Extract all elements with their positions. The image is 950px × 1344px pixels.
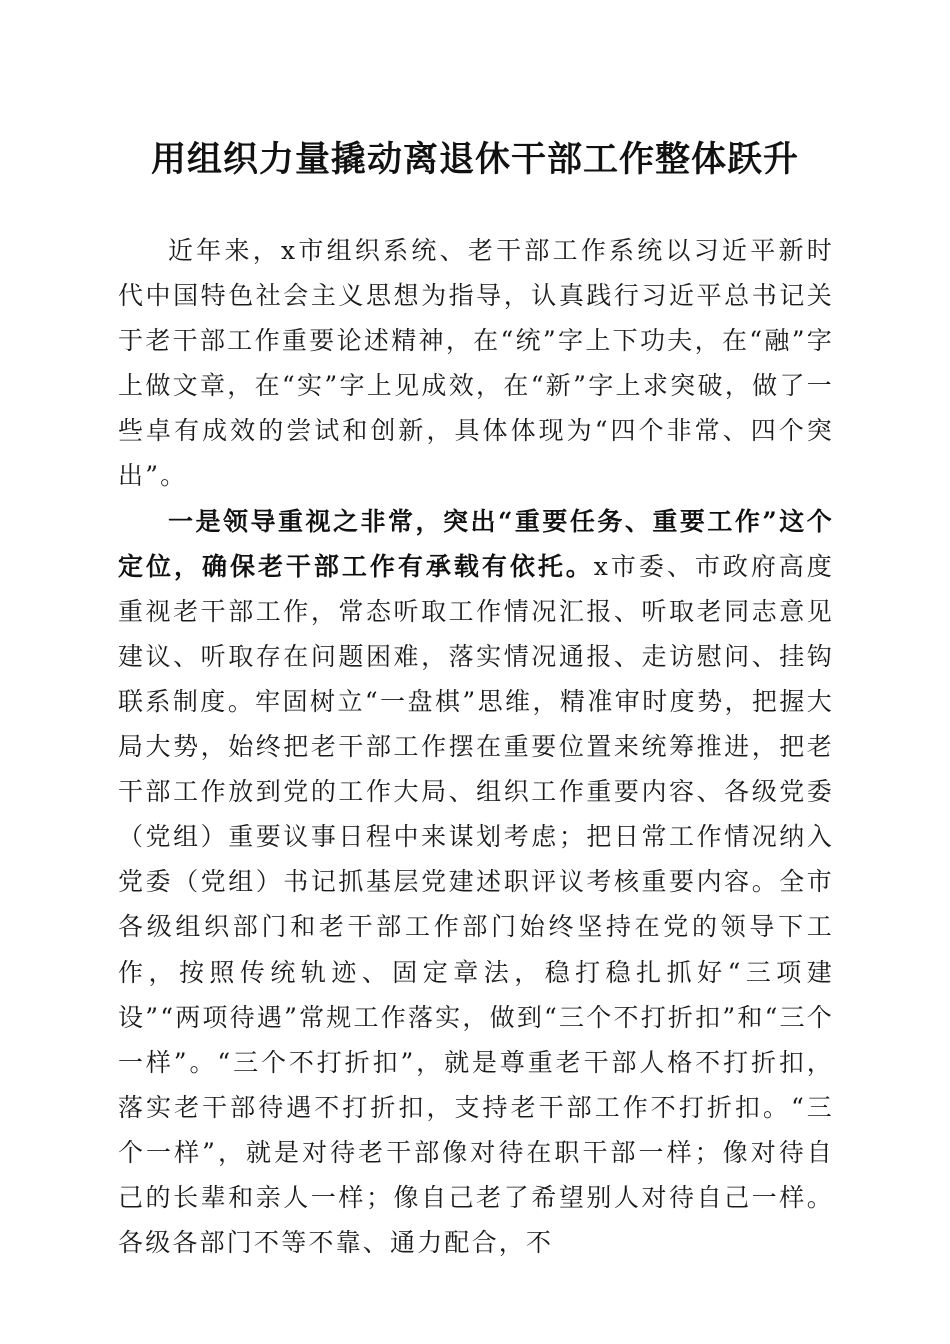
document-body bbox=[118, 228, 834, 1265]
document-title: 用组织力量撬动离退休干部工作整体跃升 bbox=[150, 139, 799, 180]
paragraph-leadership bbox=[118, 499, 834, 1266]
paragraph-intro-text: 近年来，x市组织系统、老干部工作系统以习近平新时代中国特色社会主义思想为指导，认真践行习近平总书记关于老干部工作重要论述精神，在“统”字上下功夫，在“融”字上做文章，在“实”字上见成效，在“新”字上求突破，做了一些卓有成效的尝试和创新，具体体现为“四个非常、四个突出”。 bbox=[118, 236, 834, 491]
paragraph-leadership-text: x市委、市政府高度重视老干部工作，常态听取工作情况汇报、听取老同志意见建议、听取存在问题困难，落实情况通报、走访慰问、挂钩联系制度。牢固树立“一盘棋”思维，精准审时度势，把握大局大势，始终把老干部工作摆在重要位置来统筹推进，把老干部工作放到党的工作大局、组织工作重要内容、各级党委（党组）重要议事日程中来谋划考虑；把日常工作情况纳入党委（党组）书记抓基层党建述职评议考核重要内容。全市各级组织部门和老干部工作部门始终坚持在党的领导下工作，按照传统轨迹、固定章法，稳打稳扎抓好“三项建设”“两项待遇”常规工作落实，做到“三个不打折扣”和“三个一样”。“三个不打折扣”，就是尊重老干部人格不打折扣，落实老干部待遇不打折扣，支持老干部工作不打折扣。“三个一样”，就是对待老干部像对待在职干部一样；像对待自己的长辈和亲人一样；像自己老了希望别人对待自己一样。各级各部门不等不靠、通力配合，不 bbox=[118, 551, 834, 1258]
paragraph-intro bbox=[118, 228, 834, 499]
paragraph-leadership-lead: 一是领导重视之非常，突出“重要任务、重要工作”这个定位，确保老干部工作有承载有依托。 bbox=[118, 506, 834, 581]
